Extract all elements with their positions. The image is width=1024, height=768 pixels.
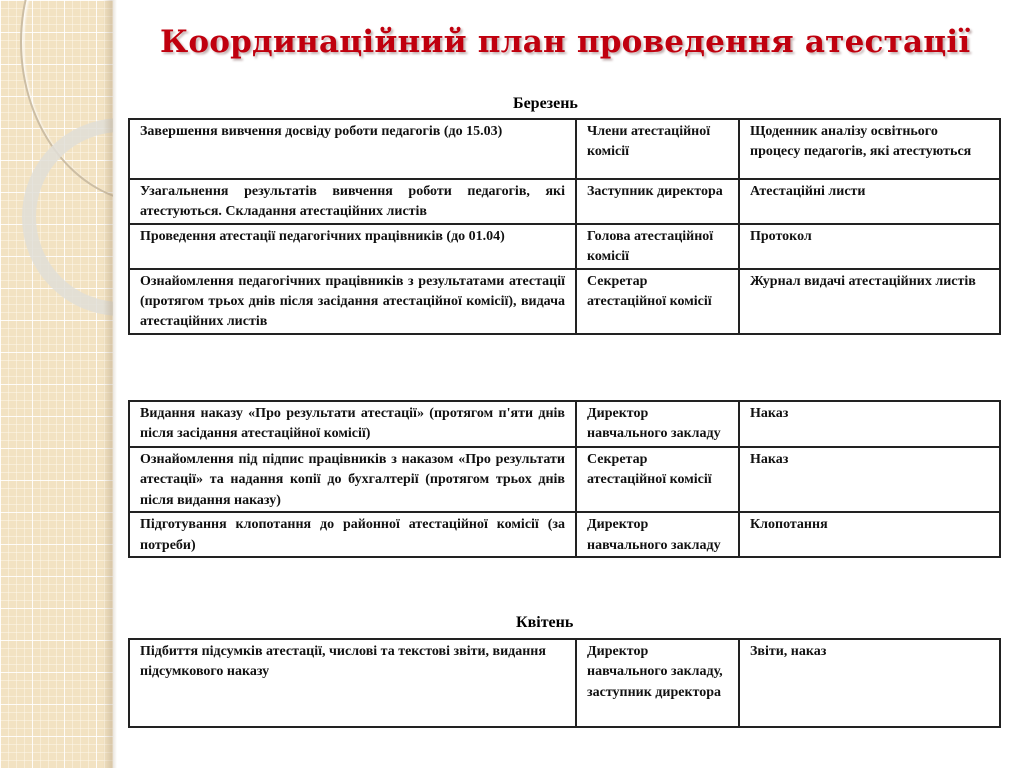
document-cell: Наказ [739, 401, 1000, 447]
table-row [129, 447, 1000, 512]
document-cell: Клопотання [739, 512, 1000, 557]
document-cell: Щоденник аналізу освітнього процесу педагогів, які атестуються [739, 119, 1000, 179]
responsible-cell: Члени атестаційної комісії [576, 119, 739, 179]
activity-cell: Видання наказу «Про результати атестації» (протягом п'яти днів після засідання атестаційної комісії) [129, 401, 576, 447]
activity-cell: Завершення вивчення досвіду роботи педагогів (до 15.03) [129, 119, 576, 179]
document-cell: Наказ [739, 447, 1000, 512]
activity-cell: Ознайомлення під підпис працівників з наказом «Про результати атестації» та надання копії до бухгалтерії (протягом трьох днів після видання наказу) [129, 447, 576, 512]
table-row [129, 639, 1000, 727]
document-cell: Журнал видачі атестаційних листів [739, 269, 1000, 334]
april-plan-table [128, 638, 1001, 728]
responsible-cell: Заступник директора [576, 179, 739, 224]
table-row [129, 179, 1000, 224]
document-cell: Протокол [739, 224, 1000, 269]
month-heading-march: Березень [513, 95, 578, 112]
responsible-cell: Директор навчального закладу [576, 512, 739, 557]
table-row [129, 512, 1000, 557]
decorative-ring [22, 118, 113, 316]
responsible-cell: Секретар атестаційної комісії [576, 447, 739, 512]
table-row [129, 119, 1000, 179]
document-cell: Атестаційні листи [739, 179, 1000, 224]
month-heading-april: Квітень [516, 614, 574, 631]
responsible-cell: Директор навчального закладу, заступник директора [576, 639, 739, 727]
activity-cell: Ознайомлення педагогічних працівників з результатами атестації (протягом трьох днів після засідання атестаційної комісії), видача атестаційних листів [129, 269, 576, 334]
document-cell: Звіти, наказ [739, 639, 1000, 727]
activity-cell: Проведення атестації педагогічних працівників (до 01.04) [129, 224, 576, 269]
march-plan-table-part-1 [128, 118, 1001, 335]
page-title: Координаційний план проведення атестації [160, 24, 971, 60]
activity-cell: Підготування клопотання до районної атестаційної комісії (за потреби) [129, 512, 576, 557]
responsible-cell: Секретар атестаційної комісії [576, 269, 739, 334]
table-row [129, 269, 1000, 334]
march-plan-table-part-2 [128, 400, 1001, 558]
activity-cell: Підбиття підсумків атестації, числові та текстові звіти, видання підсумкового наказу [129, 639, 576, 727]
table-row [129, 224, 1000, 269]
responsible-cell: Директор навчального закладу [576, 401, 739, 447]
decorative-side-strip [0, 0, 113, 768]
responsible-cell: Голова атестаційної комісії [576, 224, 739, 269]
side-strip-shadow [103, 0, 117, 768]
activity-cell: Узагальнення результатів вивчення роботи педагогів, які атестуються. Складання атестаційних листів [129, 179, 576, 224]
table-row [129, 401, 1000, 447]
